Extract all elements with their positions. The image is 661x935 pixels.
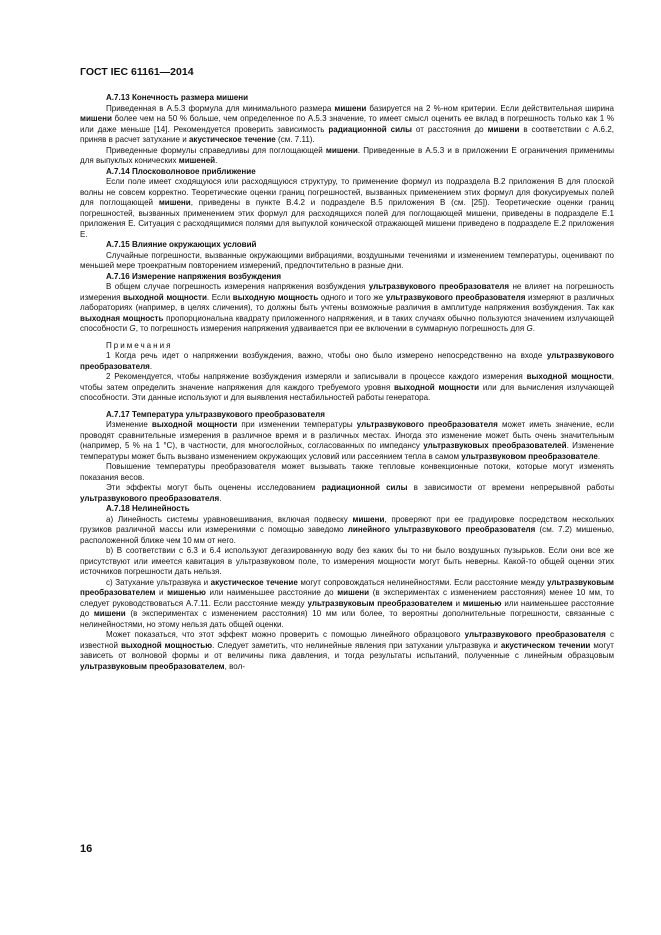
paragraph-a717-2: Повышение температуры преобразователя может вызывать также тепловые конвекционные потоки, которые могут изменять показания весов. xyxy=(80,462,614,482)
paragraph-a718-c: с) Затухание ультразвука и акустическое течение могут сопровождаться нелинейностями. Если расстояние между ультразвуковым преобразователем и мишенью или наименьшее расстояние до мишени (в экспериментах с изменением расстояния) менее 10 мм, то следует руководствоваться А.7.11. Если расстояние между ультразвуковым преобразователем и мишенью или наименьшее расстояние до мишени (в экспериментах с изменением расстояния) 10 мм или более, то вероятны дополнительные погрешности, связанные с нелинейностями, но этому нельзя дать общей оценки. xyxy=(80,577,614,629)
section-heading-a717: А.7.17 Температура ультразвукового преобразователя xyxy=(106,409,325,419)
paragraph-a713-1: Приведенная в А.5.3 формула для минимального размера мишени базируется на 2 %-ном критерии. Если действительная ширина мишени более чем на 50 % больше, чем определенное по А.5.3 значение, то имеет смысл оценить ее вклад в погрешность только как 1 % или даже меньше [14]. Рекомендуется проверить зависимость радиационной силы от расстояния до мишени в соответствии с А.6.2, приняв в расчет затухание и акустическое течение (см. 7.11). xyxy=(80,103,615,144)
paragraph-a715: Случайные погрешности, вызванные окружающими вибрациями, воздушными течениями и изменением температуры, оценивают по меньшей мере троекратным повторением измерений, предпочтительно в разные дни. xyxy=(80,250,614,270)
running-header: ГОСТ IEC 61161—2014 xyxy=(80,66,194,78)
note-2: 2 Рекомендуется, чтобы напряжение возбуждения измеряли и записывали в процессе каждого измерения выходной мощности, чтобы затем определить значение напряжения для каждого требуемого уровня выходной мощности или для вычисления излучающей способности. Эти данные используют и для выявления нестабильностей работы генератора. xyxy=(80,372,614,402)
paragraph-a717-1: Изменение выходной мощности при изменении температуры ультразвукового преобразователя может иметь значение, если проводят сравнительные измерения в различное время и в различных местах. Иногда это изменение может быть очень значительным (например, 5 % на 1 °С), в частности, для многослойных, согласованных по импедансу ультразвуковых преобразователей. Изменение температуры может быть вызвано изменением окружающих условий или рассеянием тепла в самом ультразвуковом преобразователе. xyxy=(80,420,614,461)
section-heading-a718: А.7.18 Нелинейность xyxy=(106,504,190,513)
notes-title: Примечания xyxy=(106,340,173,350)
paragraph-a713-2: Приведенные формулы справедливы для поглощающей мишени. Приведенные в А.5.3 и в приложении Е ограничения применимы для выпуклых конических мишеней. xyxy=(80,145,614,165)
paragraph-a717-3: Эти эффекты могут быть оценены исследованием радиационной силы в зависимости от времени непрерывной работы ультразвукового преобразователя. xyxy=(80,483,614,503)
document-body xyxy=(80,93,614,672)
paragraph-a718-a: а) Линейность системы уравновешивания, включая подвеску мишени, проверяют при ее градуировке посредством нескольких грузиков различной массы или измерениями с помощью заведомо линейного ультразвукового преобразователя (см. 7.2) мишенью, расположенной ближе чем 10 мм от него. xyxy=(80,514,614,545)
paragraph-a716: В общем случае погрешность измерения напряжения возбуждения ультразвукового преобразователя не влияет на погрешность измерения выходной мощности. Если выходную мощность одного и того же ультразвукового преобразователя измеряют в различных лабораториях (например, в целях сличения), то должны быть учтены возможные различия в амплитуде напряжения возбуждения. Так как выходная мощность пропорциональна квадрату приложенного напряжения, и в таких случаях обычно пользуются значением излучающей способности G, то погрешность измерения напряжения удваивается при ее включении в суммарную погрешность для G. xyxy=(80,282,614,333)
paragraph-a718-last: Может показаться, что этот эффект можно проверить с помощью линейного образцового ультразвукового преобразователя с известной выходной мощностью. Следует заметить, что нелинейные явления при затухании ультразвука и акустическом течении могут зависеть от волновой формы и от величины пика давления, и тогда результаты испытаний, полученные с линейным образцовым ультразвуковым преобразователем, вол- xyxy=(80,630,614,671)
section-heading-a716: А.7.16 Измерение напряжения возбуждения xyxy=(106,271,282,281)
section-heading-a715: А.7.15 Влияние окружающих условий xyxy=(106,240,257,249)
section-heading-a713: А.7.13 Конечность размера мишени xyxy=(106,93,249,102)
page-number: 16 xyxy=(80,843,93,855)
paragraph-a718-b: b) В соответствии с 6.3 и 6.4 используют дегазированную воду без каких бы то ни было воздушных пузырьков. Если они все же присутствуют или имеется кавитация в ультразвуковом поле, то измерения мощности могут быть неверны. Какой-то общей оценки этих источников погрешности дать нельзя. xyxy=(80,546,614,576)
section-heading-a714: А.7.14 Плосковолновое приближение xyxy=(106,166,256,176)
note-1: 1 Когда речь идет о напряжении возбуждения, важно, чтобы оно было измерено непосредственно на входе ультразвукового преобразователя. xyxy=(80,351,614,371)
paragraph-a714: Если поле имеет сходящуюся или расходящуюся структуру, то применение формул из подраздела В.2 приложения В для плоской волны не совсем корректно. Теоретические оценки границ погрешностей, вызванных применением этих формул для фокусируемых полей для поглощающей мишени, приведены в пункте В.4.2 и подразделе В.5 приложения В (см. [25]). Теоретические оценки границ погрешностей, вызванных применением этих формул для расходящихся полей для поглощающей мишени, приведены в подразделе Е.1 приложения Е. Ситуация с расходящимися полями для выпуклой конической отражающей мишени приведено в подразделе Е.2 приложения Е. xyxy=(80,177,614,239)
